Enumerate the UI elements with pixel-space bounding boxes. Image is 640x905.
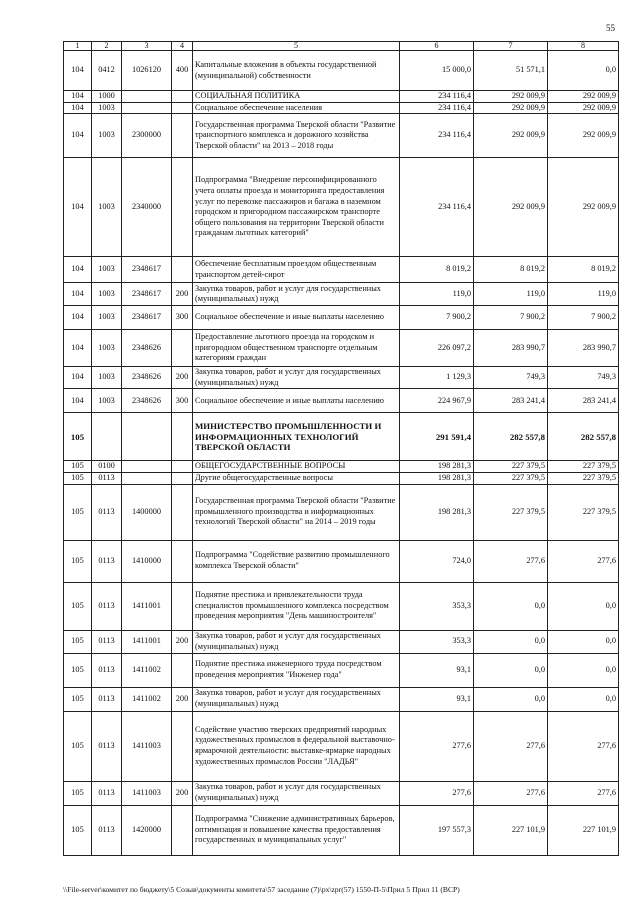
target-article-cell: 1420000 xyxy=(122,805,172,855)
table-row xyxy=(64,653,619,687)
expense-type-cell xyxy=(172,158,193,257)
table-row xyxy=(64,91,619,103)
admin-code-cell: 105 xyxy=(64,540,92,582)
column-header: 5 xyxy=(193,42,400,51)
section-code-cell: 1003 xyxy=(92,158,122,257)
section-code-cell: 0113 xyxy=(92,630,122,653)
section-code-cell: 1003 xyxy=(92,367,122,389)
amount-year2-cell: 292 009,9 xyxy=(474,102,548,114)
amount-year2-cell: 7 900,2 xyxy=(474,306,548,330)
target-article-cell: 1411002 xyxy=(122,653,172,687)
description-cell: Поднятие престижа инженерного труда посредством проведения мероприятия "Инженер года" xyxy=(193,653,400,687)
expense-type-cell xyxy=(172,330,193,367)
admin-code-cell: 104 xyxy=(64,114,92,158)
section-code-cell: 1003 xyxy=(92,102,122,114)
description-cell: Закупка товаров, работ и услуг для государственных (муниципальных) нужд xyxy=(193,630,400,653)
table-row xyxy=(64,461,619,473)
amount-year3-cell: 749,3 xyxy=(548,367,619,389)
expense-type-cell xyxy=(172,711,193,781)
amount-year2-cell: 277,6 xyxy=(474,781,548,805)
column-header: 7 xyxy=(474,42,548,51)
table-row xyxy=(64,389,619,413)
description-cell: Закупка товаров, работ и услуг для государственных (муниципальных) нужд xyxy=(193,283,400,306)
target-article-cell: 2348617 xyxy=(122,257,172,283)
target-article-cell: 2348626 xyxy=(122,367,172,389)
admin-code-cell: 105 xyxy=(64,805,92,855)
table-row xyxy=(64,257,619,283)
section-code-cell: 0113 xyxy=(92,687,122,711)
amount-year2-cell: 292 009,9 xyxy=(474,158,548,257)
description-cell: Социальное обеспечение и иные выплаты населению xyxy=(193,389,400,413)
amount-year3-cell: 292 009,9 xyxy=(548,114,619,158)
column-header: 4 xyxy=(172,42,193,51)
section-code-cell: 0113 xyxy=(92,781,122,805)
admin-code-cell: 104 xyxy=(64,257,92,283)
amount-year3-cell: 119,0 xyxy=(548,283,619,306)
amount-year3-cell: 292 009,9 xyxy=(548,91,619,103)
amount-year3-cell: 227 101,9 xyxy=(548,805,619,855)
target-article-cell: 1411002 xyxy=(122,687,172,711)
admin-code-cell: 105 xyxy=(64,711,92,781)
target-article-cell: 2340000 xyxy=(122,158,172,257)
page-number: 55 xyxy=(606,23,615,33)
expense-type-cell xyxy=(172,102,193,114)
description-cell: Капитальные вложения в объекты государственной (муниципальной) собственности xyxy=(193,51,400,91)
table-row xyxy=(64,472,619,484)
expense-type-cell xyxy=(172,653,193,687)
description-cell: Другие общегосударственные вопросы xyxy=(193,472,400,484)
amount-year2-cell: 0,0 xyxy=(474,687,548,711)
section-code-cell: 0113 xyxy=(92,484,122,540)
section-code-cell: 1003 xyxy=(92,283,122,306)
amount-year3-cell: 0,0 xyxy=(548,653,619,687)
expense-type-cell xyxy=(172,540,193,582)
table-row xyxy=(64,582,619,630)
admin-code-cell: 104 xyxy=(64,51,92,91)
amount-year2-cell: 277,6 xyxy=(474,540,548,582)
target-article-cell: 2348617 xyxy=(122,306,172,330)
section-code-cell: 1003 xyxy=(92,330,122,367)
table-row xyxy=(64,306,619,330)
amount-year2-cell: 282 557,8 xyxy=(474,413,548,461)
admin-code-cell: 105 xyxy=(64,484,92,540)
section-code-cell: 0113 xyxy=(92,582,122,630)
description-cell: Подпрограмма "Содействие развитию промышленного комплекса Тверской области" xyxy=(193,540,400,582)
table-row xyxy=(64,687,619,711)
expense-type-cell xyxy=(172,461,193,473)
expense-type-cell: 200 xyxy=(172,283,193,306)
table-row xyxy=(64,283,619,306)
amount-year2-cell: 749,3 xyxy=(474,367,548,389)
amount-year1-cell: 353,3 xyxy=(400,582,474,630)
amount-year3-cell: 0,0 xyxy=(548,582,619,630)
target-article-cell xyxy=(122,472,172,484)
admin-code-cell: 104 xyxy=(64,367,92,389)
amount-year1-cell: 291 591,4 xyxy=(400,413,474,461)
amount-year3-cell: 0,0 xyxy=(548,687,619,711)
table-row xyxy=(64,540,619,582)
target-article-cell: 2300000 xyxy=(122,114,172,158)
amount-year2-cell: 277,6 xyxy=(474,711,548,781)
amount-year1-cell: 234 116,4 xyxy=(400,102,474,114)
amount-year1-cell: 277,6 xyxy=(400,711,474,781)
amount-year1-cell: 234 116,4 xyxy=(400,158,474,257)
target-article-cell xyxy=(122,413,172,461)
amount-year1-cell: 226 097,2 xyxy=(400,330,474,367)
expense-type-cell xyxy=(172,413,193,461)
amount-year3-cell: 277,6 xyxy=(548,711,619,781)
target-article-cell: 1026120 xyxy=(122,51,172,91)
amount-year1-cell: 93,1 xyxy=(400,687,474,711)
expense-type-cell: 200 xyxy=(172,367,193,389)
amount-year2-cell: 8 019,2 xyxy=(474,257,548,283)
column-header: 6 xyxy=(400,42,474,51)
amount-year1-cell: 198 281,3 xyxy=(400,472,474,484)
target-article-cell: 1411003 xyxy=(122,711,172,781)
amount-year1-cell: 353,3 xyxy=(400,630,474,653)
admin-code-cell: 105 xyxy=(64,653,92,687)
section-code-cell: 0113 xyxy=(92,472,122,484)
amount-year2-cell: 51 571,1 xyxy=(474,51,548,91)
amount-year3-cell: 7 900,2 xyxy=(548,306,619,330)
section-code-cell: 1003 xyxy=(92,306,122,330)
admin-code-cell: 104 xyxy=(64,306,92,330)
amount-year2-cell: 119,0 xyxy=(474,283,548,306)
amount-year1-cell: 8 019,2 xyxy=(400,257,474,283)
amount-year2-cell: 227 379,5 xyxy=(474,461,548,473)
target-article-cell: 2348626 xyxy=(122,389,172,413)
admin-code-cell: 104 xyxy=(64,91,92,103)
admin-code-cell: 105 xyxy=(64,781,92,805)
description-cell: МИНИСТЕРСТВО ПРОМЫШЛЕННОСТИ И ИНФОРМАЦИОННЫХ ТЕХНОЛОГИЙ ТВЕРСКОЙ ОБЛАСТИ xyxy=(193,413,400,461)
admin-code-cell: 105 xyxy=(64,630,92,653)
description-cell: Социальное обеспечение и иные выплаты населению xyxy=(193,306,400,330)
table-row xyxy=(64,102,619,114)
table-row xyxy=(64,51,619,91)
amount-year1-cell: 198 281,3 xyxy=(400,461,474,473)
amount-year3-cell: 227 379,5 xyxy=(548,484,619,540)
expense-type-cell xyxy=(172,257,193,283)
amount-year2-cell: 283 241,4 xyxy=(474,389,548,413)
target-article-cell: 1411003 xyxy=(122,781,172,805)
amount-year1-cell: 7 900,2 xyxy=(400,306,474,330)
admin-code-cell: 104 xyxy=(64,389,92,413)
amount-year3-cell: 0,0 xyxy=(548,630,619,653)
section-code-cell: 0113 xyxy=(92,805,122,855)
description-cell: Закупка товаров, работ и услуг для государственных (муниципальных) нужд xyxy=(193,367,400,389)
amount-year3-cell: 227 379,5 xyxy=(548,461,619,473)
column-header: 3 xyxy=(122,42,172,51)
description-cell: Закупка товаров, работ и услуг для государственных (муниципальных) нужд xyxy=(193,687,400,711)
amount-year2-cell: 0,0 xyxy=(474,653,548,687)
admin-code-cell: 105 xyxy=(64,687,92,711)
target-article-cell: 1411001 xyxy=(122,630,172,653)
table-row xyxy=(64,781,619,805)
expense-type-cell: 200 xyxy=(172,781,193,805)
amount-year2-cell: 292 009,9 xyxy=(474,91,548,103)
admin-code-cell: 104 xyxy=(64,283,92,306)
amount-year3-cell: 292 009,9 xyxy=(548,102,619,114)
table-row xyxy=(64,413,619,461)
expense-type-cell xyxy=(172,472,193,484)
amount-year1-cell: 197 557,3 xyxy=(400,805,474,855)
column-number-header-row xyxy=(64,42,619,51)
file-path-footer: \\File-server\комитет по бюджету\5 Созыв\документы комитета\57 заседание (7)\рх\zpr(57) 1550-П-5\Прил 5 Прил 11 (ВСР) xyxy=(63,885,460,894)
amount-year1-cell: 234 116,4 xyxy=(400,114,474,158)
table-row xyxy=(64,711,619,781)
amount-year1-cell: 119,0 xyxy=(400,283,474,306)
target-article-cell xyxy=(122,461,172,473)
amount-year3-cell: 227 379,5 xyxy=(548,472,619,484)
section-code-cell: 0113 xyxy=(92,711,122,781)
description-cell: Обеспечение бесплатным проездом общественным транспортом детей-сирот xyxy=(193,257,400,283)
admin-code-cell: 105 xyxy=(64,472,92,484)
description-cell: Государственная программа Тверской области "Развитие промышленного производства и информационных технологий Тверской области" на 2014 – 2019 годы xyxy=(193,484,400,540)
section-code-cell: 0113 xyxy=(92,540,122,582)
table-row xyxy=(64,484,619,540)
amount-year1-cell: 234 116,4 xyxy=(400,91,474,103)
description-cell: Социальное обеспечение населения xyxy=(193,102,400,114)
column-header: 1 xyxy=(64,42,92,51)
section-code-cell: 1000 xyxy=(92,91,122,103)
amount-year2-cell: 227 379,5 xyxy=(474,484,548,540)
description-cell: Закупка товаров, работ и услуг для государственных (муниципальных) нужд xyxy=(193,781,400,805)
section-code-cell: 1003 xyxy=(92,257,122,283)
amount-year2-cell: 283 990,7 xyxy=(474,330,548,367)
admin-code-cell: 105 xyxy=(64,582,92,630)
amount-year1-cell: 15 000,0 xyxy=(400,51,474,91)
amount-year1-cell: 277,6 xyxy=(400,781,474,805)
column-header: 8 xyxy=(548,42,619,51)
target-article-cell: 2348617 xyxy=(122,283,172,306)
amount-year3-cell: 277,6 xyxy=(548,540,619,582)
section-code-cell xyxy=(92,413,122,461)
description-cell: ОБЩЕГОСУДАРСТВЕННЫЕ ВОПРОСЫ xyxy=(193,461,400,473)
admin-code-cell: 105 xyxy=(64,461,92,473)
amount-year1-cell: 93,1 xyxy=(400,653,474,687)
expense-type-cell: 400 xyxy=(172,51,193,91)
table-row xyxy=(64,330,619,367)
section-code-cell: 0412 xyxy=(92,51,122,91)
target-article-cell xyxy=(122,91,172,103)
amount-year2-cell: 292 009,9 xyxy=(474,114,548,158)
amount-year3-cell: 282 557,8 xyxy=(548,413,619,461)
amount-year1-cell: 724,0 xyxy=(400,540,474,582)
table-row xyxy=(64,630,619,653)
amount-year3-cell: 283 241,4 xyxy=(548,389,619,413)
description-cell: Подпрограмма "Внедрение персонифицированного учета оплаты проезда и мониторинга предоставления услуг по перевозке пассажиров и багажа в наземном городском и пригородном пассажирском транспорте общего пользования на территории Тверской области гражданам льготных категорий" xyxy=(193,158,400,257)
target-article-cell: 1411001 xyxy=(122,582,172,630)
amount-year2-cell: 227 379,5 xyxy=(474,472,548,484)
admin-code-cell: 104 xyxy=(64,330,92,367)
description-cell: СОЦИАЛЬНАЯ ПОЛИТИКА xyxy=(193,91,400,103)
admin-code-cell: 104 xyxy=(64,102,92,114)
description-cell: Предоставление льготного проезда на городском и пригородном общественном транспорте отдельным категориям граждан xyxy=(193,330,400,367)
expense-type-cell: 200 xyxy=(172,687,193,711)
target-article-cell: 1410000 xyxy=(122,540,172,582)
table-row xyxy=(64,805,619,855)
expense-type-cell xyxy=(172,114,193,158)
expense-type-cell: 300 xyxy=(172,306,193,330)
description-cell: Поднятие престижа и привлекательности труда специалистов промышленного комплекса посредством проведения мероприятия "День машиностроителя" xyxy=(193,582,400,630)
section-code-cell: 1003 xyxy=(92,114,122,158)
expense-type-cell xyxy=(172,484,193,540)
amount-year3-cell: 277,6 xyxy=(548,781,619,805)
description-cell: Государственная программа Тверской области "Развитие транспортного комплекса и дорожного хозяйства Тверской области" на 2013 – 2018 годы xyxy=(193,114,400,158)
admin-code-cell: 104 xyxy=(64,158,92,257)
amount-year2-cell: 227 101,9 xyxy=(474,805,548,855)
amount-year3-cell: 292 009,9 xyxy=(548,158,619,257)
amount-year3-cell: 0,0 xyxy=(548,51,619,91)
amount-year2-cell: 0,0 xyxy=(474,630,548,653)
column-header: 2 xyxy=(92,42,122,51)
expense-type-cell xyxy=(172,582,193,630)
amount-year2-cell: 0,0 xyxy=(474,582,548,630)
amount-year3-cell: 283 990,7 xyxy=(548,330,619,367)
description-cell: Подпрограмма "Снижение административных барьеров, оптимизация и повышение качества предоставления государственных и муниципальных услуг" xyxy=(193,805,400,855)
amount-year1-cell: 224 967,9 xyxy=(400,389,474,413)
table-row xyxy=(64,114,619,158)
expense-type-cell xyxy=(172,91,193,103)
target-article-cell: 1400000 xyxy=(122,484,172,540)
section-code-cell: 1003 xyxy=(92,389,122,413)
table-row xyxy=(64,158,619,257)
amount-year1-cell: 1 129,3 xyxy=(400,367,474,389)
amount-year3-cell: 8 019,2 xyxy=(548,257,619,283)
target-article-cell xyxy=(122,102,172,114)
amount-year1-cell: 198 281,3 xyxy=(400,484,474,540)
admin-code-cell: 105 xyxy=(64,413,92,461)
expense-type-cell: 200 xyxy=(172,630,193,653)
budget-table xyxy=(63,41,619,856)
description-cell: Содействие участию тверских предприятий народных художественных промыслов в федеральной выставочно-ярмарочной деятельности: выставке-ярмарке народных художественных промыслов России "ЛАДЬЯ" xyxy=(193,711,400,781)
section-code-cell: 0100 xyxy=(92,461,122,473)
expense-type-cell: 300 xyxy=(172,389,193,413)
section-code-cell: 0113 xyxy=(92,653,122,687)
expense-type-cell xyxy=(172,805,193,855)
table-row xyxy=(64,367,619,389)
target-article-cell: 2348626 xyxy=(122,330,172,367)
